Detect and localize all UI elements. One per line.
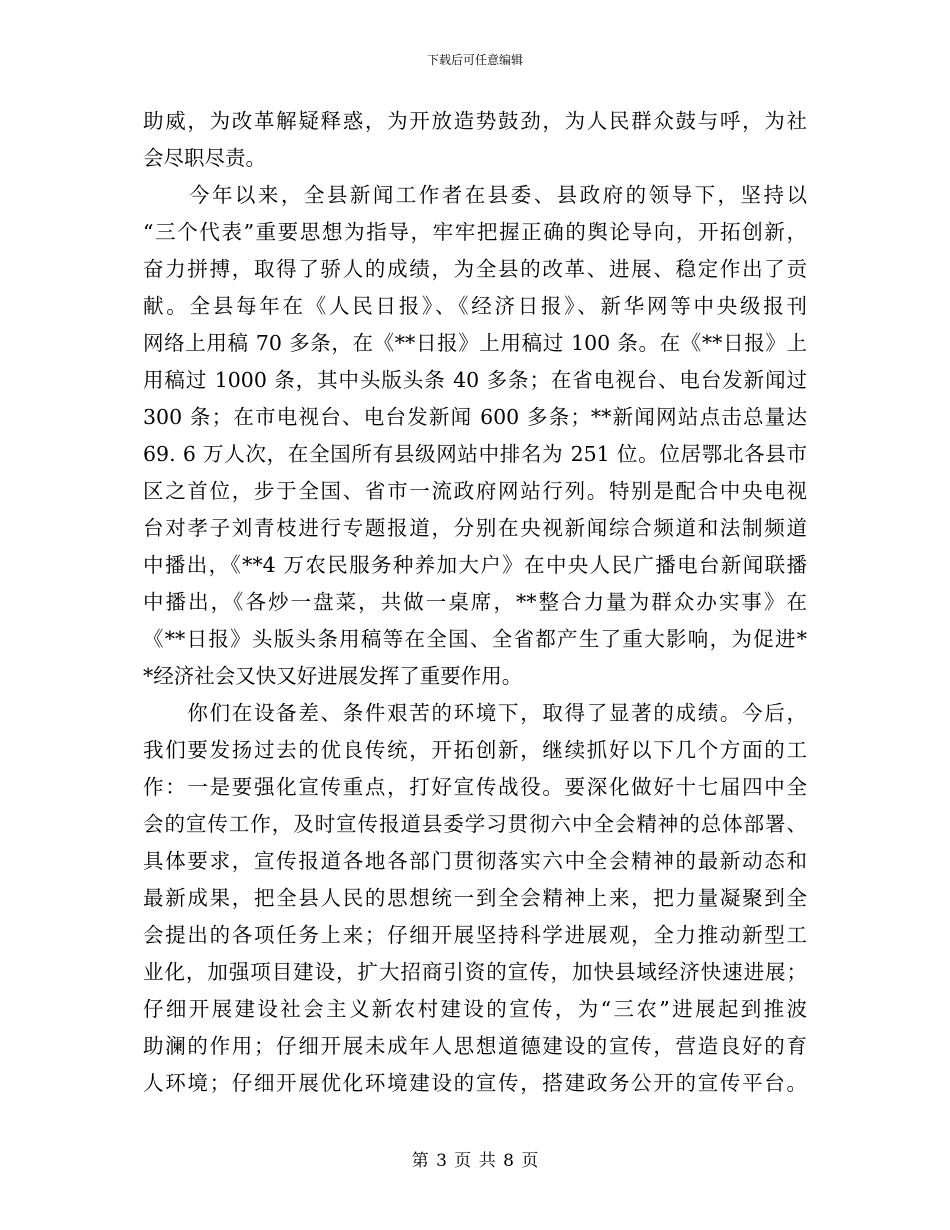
text-line: 69. 6 万人次，在全国所有县级网站中排名为 251 位。位居鄂北各县市 (143, 442, 807, 466)
text-line: 我们要发扬过去的优良传统，开拓创新，继续抓好以下几个方面的工 (143, 738, 807, 762)
text-line: 会的宣传工作，及时宣传报道县委学习贯彻六中全会精神的总体部署、 (143, 812, 807, 836)
text-line: 300 条；在市电视台、电台发新闻 600 多条；**新闻网站点击总量达 (143, 405, 807, 429)
text-line: 作：一是要强化宣传重点，打好宣传战役。要深化做好十七届四中全 (143, 775, 807, 799)
text-line: 《**日报》头版头条用稿等在全国、全省都产生了重大影响，为促进* (143, 627, 807, 651)
text-line: “三个代表”重要思想为指导，牢牢把握正确的舆论导向，开拓创新， (143, 220, 807, 244)
text-line: 业化，加强项目建设，扩大招商引资的宣传，加快县域经济快速进展； (143, 960, 807, 984)
text-line: 会提出的各项任务上来；仔细开展坚持科学进展观，全力推动新型工 (143, 923, 807, 947)
text-line: 具体要求，宣传报道各地各部门贯彻落实六中全会精神的最新动态和 (143, 849, 807, 873)
text-line: 台对孝子刘青枝进行专题报道，分别在央视新闻综合频道和法制频道 (143, 516, 807, 540)
text-line: 奋力拼搏，取得了骄人的成绩，为全县的改革、进展、稳定作出了贡 (143, 257, 807, 281)
text-line: 你们在设备差、条件艰苦的环境下，取得了显著的成绩。今后， (143, 701, 807, 725)
text-line: 区之首位，步于全国、省市一流政府网站行列。特别是配合中央电视 (143, 479, 807, 503)
text-line: 用稿过 1000 条，其中头版头条 40 多条；在省电视台、电台发新闻过 (143, 368, 807, 392)
page-header: 下载后可任意编辑 (426, 53, 523, 67)
document-body (143, 103, 807, 1102)
text-line: 助威，为改革解疑释惑，为开放造势鼓劲，为人民群众鼓与呼，为社 (143, 109, 807, 133)
text-line: *经济社会又快又好进展发挥了重要作用。 (143, 664, 523, 688)
text-line: 仔细开展建设社会主义新农村建设的宣传，为“三农”进展起到推波 (143, 997, 807, 1021)
text-line: 献。全县每年在《人民日报》、《经济日报》、新华网等中央级报刊 (143, 294, 807, 318)
text-line: 会尽职尽责。 (143, 146, 266, 170)
text-line: 今年以来，全县新闻工作者在县委、县政府的领导下，坚持以 (143, 183, 807, 207)
text-line: 最新成果，把全县人民的思想统一到全会精神上来，把力量凝聚到全 (143, 886, 807, 910)
text-line: 助澜的作用；仔细开展未成年人思想道德建设的宣传，营造良好的育 (143, 1034, 807, 1058)
text-line: 网络上用稿 70 多条，在《**日报》上用稿过 100 条。在《**日报》上 (143, 331, 807, 355)
text-line: 人环境；仔细开展优化环境建设的宣传，搭建政务公开的宣传平台。 (143, 1071, 807, 1095)
page-number-footer: 第 3 页 共 8 页 (411, 1151, 539, 1171)
text-line: 中播出，《各炒一盘菜，共做一桌席，**整合力量为群众办实事》在 (143, 590, 807, 614)
text-line: 中播出，《**4 万农民服务种养加大户》在中央人民广播电台新闻联播 (143, 553, 807, 577)
